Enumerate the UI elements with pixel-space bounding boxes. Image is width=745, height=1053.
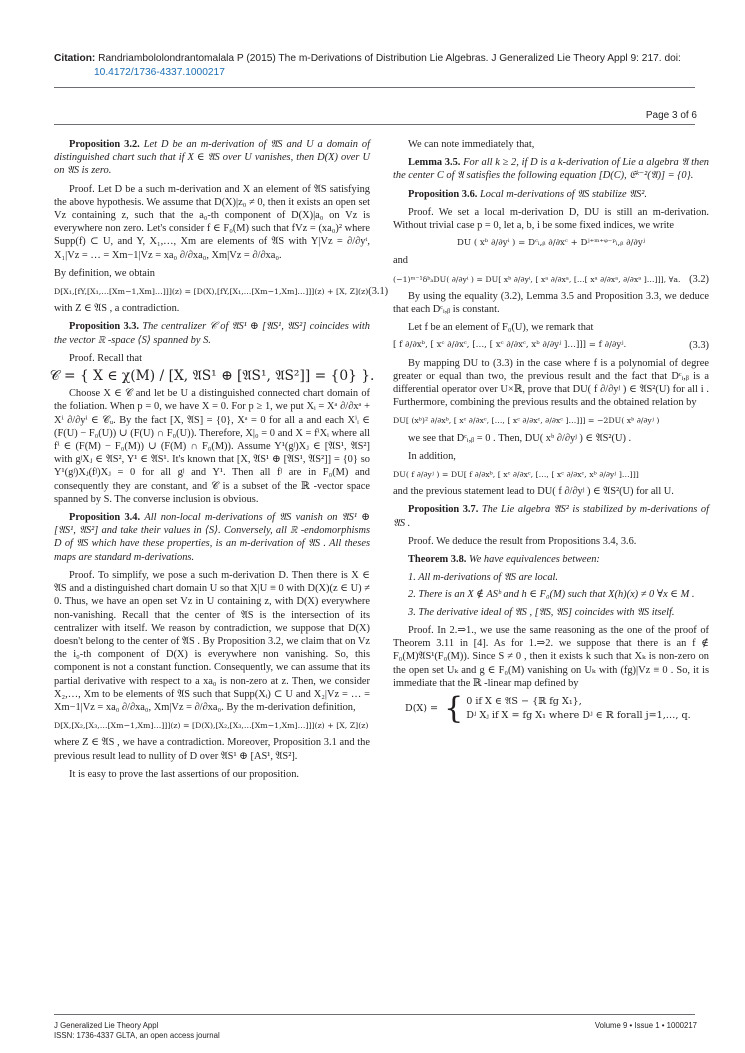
prop-3-6-heading: Proposition 3.6. <box>408 188 478 200</box>
equation-addition <box>393 468 709 481</box>
piecewise-case-1: 0 if X ∈ 𝔄S − {ℝ fg X₁}, <box>466 695 582 707</box>
proposition-3-3 <box>54 320 370 346</box>
citation-label: Citation: <box>54 53 96 64</box>
proposition-3-6 <box>393 188 709 201</box>
proof-3-4-end: It is easy to prove the last assertions of our proposition. <box>69 768 299 780</box>
equation-3-2 <box>393 273 709 286</box>
proof-3-3-body: Choose X ∈ 𝒞 and let be U a distinguished connected chart domain of the foliation. When p = 0, we have X = 0. For p ≥ 1, we put Xᵢ = Xᵃ ∂/∂xᵃ + Xⁱ ∂/∂yⁱ ∈ 𝒞ᵤ. By the fact [X, 𝔄S] = {0}, Xᵃ = 0 for all a and each Xⁱᵢ ∈ (F(U) − F₀(U)) ∪ (F(U) ∩ F₀(U)). Therefore, X|₀ = 0 and X = fⁱXᵢ where all fⁱ ∈ (F(M) − F₀(M)) ∪ (F(M) ∩ F₀(M)). Assume Y¹(gʲ)Xⱼ ∈ [𝔄S¹, 𝔄S²] with gʲXⱼ ∈ 𝔄S², Y¹ ∈ 𝔄S¹. It's known that [X, 𝔄S¹ ⊕ [𝔄S¹, 𝔄S²]] = {0} so Y¹(gʲ)Xⱼ(fʲ)Xⱼ = 0 for all gʲ and Y¹. Then all fʲ are in F₀(M) and consequently they are constant, and 𝒞 is a subset of the ℝ -vector space spanned by S. The converse inclusion is obvious. <box>54 388 370 505</box>
prop-3-6-text: Local m-derivations of 𝔄S stabilize 𝔄S². <box>480 188 647 200</box>
left-column <box>49 138 389 786</box>
equation-3-2-body: (−1)ᵐ⁻¹δᵇₐDU( ∂/∂yⁱ ) = DU[ xᵇ ∂/∂yⁱ, [ xᵃ ∂/∂xᵃ, […[ xᵃ ∂/∂xᵃ, ∂/∂xᵃ ]…]]], ∀a. <box>393 274 681 284</box>
proof-3-8-body: Proof. In 2.⇒1., we use the same reasoning as the one of the proof of Theorem 3.11 in [4]. As for 1.⇒2. we suppose that there is an f ∉ F₀(M)𝔄S¹(F₀(M)). Since S ≠ 0 , then it exists k such that Xₖ is non-zero on the open set Uₖ and g ∈ F₀(M) vanishing on Uₖ with (fg)|Vz ≡ 0 . So, it is immediate that the ℝ -linear map defined by <box>393 624 709 689</box>
proof-3-6-mapping: By mapping DU to (3.3) in the case where f is a polynomial of degree greater or equal than two, the previous result and the fact that Dᶜᵢ,ᵦ is a differential operator over U×ℝ, prove that DU( f ∂/∂yʲ ) ∈ 𝔄S²(U) for all i . Furthermore, combining the previous results and the obtained relation by <box>393 357 709 409</box>
equation-3-2-number: (3.2) <box>689 273 709 285</box>
equation-3-3 <box>393 339 709 352</box>
doi-link[interactable]: 10.4172/1736-4337.1000217 <box>94 67 225 78</box>
proposition-3-4 <box>54 511 370 564</box>
proof-3-6-end: and the previous statement lead to DU( f ∂/∂yʲ ) ∈ 𝔄S²(U) for all U. <box>393 486 674 498</box>
lemma-3-5 <box>393 156 709 182</box>
equation-relation-body: DU[ (xᵇ)² ∂/∂xᵇ, [ xᶜ ∂/∂xᶜ, […, [ xᶜ ∂/∂xᶜ, ∂/∂xᶜ ]…]]] = −2DU( xᵇ ∂/∂yʲ ) <box>393 416 660 426</box>
page-number: Page 3 of 6 <box>645 110 697 121</box>
equation-addition-body: DU( f ∂/∂yʲ ) = DU[ f ∂/∂xᵇ, [ xᶜ ∂/∂xᶜ, […, [ xᶜ ∂/∂xᶜ, xᵇ ∂/∂yʲ ]…]]] <box>393 470 639 480</box>
prop-3-7-text: The Lie algebra 𝔄S² is stabilized by m-derivations of 𝔄S . <box>393 504 709 529</box>
right-intro: We can note immediately that, <box>408 139 535 150</box>
equation-du <box>393 237 709 250</box>
header-rule-2 <box>54 124 695 125</box>
citation-text: Randriambololondrantomalala P (2015) The m-Derivations of Distribution Lie Algebras. J Generalized Lie Theory Appl 9: 217. doi: <box>98 53 681 64</box>
proof-3-4-contradiction: where Z ∈ 𝔄S , we have a contradiction. Moreover, Proposition 3.1 and the previous result lead to nullity of D over 𝔄S¹ ⊕ [AS¹, 𝔄S²]. <box>54 737 370 762</box>
footer-left <box>54 1021 220 1041</box>
equation-3-3-number: (3.3) <box>689 340 709 352</box>
proof-3-6-constant: By using the equality (3.2), Lemma 3.5 and Proposition 3.3, we deduce that each Dᶜᵢ,ᵦ is constant. <box>393 290 709 316</box>
prop-3-7-heading: Proposition 3.7. <box>408 504 479 516</box>
left-brace: { <box>444 690 464 726</box>
piecewise-lhs: D(X) = <box>405 703 439 715</box>
footer-issn: ISSN: 1736-4337 GLTA, an open access journal <box>54 1031 220 1040</box>
footer-volume: Volume 9 • Issue 1 • 1000217 <box>594 1021 697 1030</box>
theorem-3-8 <box>393 553 709 566</box>
prop-3-2-heading: Proposition 3.2. <box>69 139 140 150</box>
equation-relation <box>393 414 709 427</box>
theorem-items <box>393 571 709 619</box>
prop-3-2-text: Let D be an m-derivation of 𝔄S and U a domain of distinguished chart such that if X ∈ 𝔄S over U vanishes, then D(X) over U on 𝔄S is zero. <box>54 139 370 177</box>
addition-word: In addition, <box>408 450 456 462</box>
prop-3-4-heading: Proposition 3.4. <box>69 512 141 524</box>
proof-3-6-intro: Proof. We set a local m-derivation D, DU is still an m-derivation. Without trivial case p = 0, let a, b, i be some fixed indices, we write <box>393 206 709 232</box>
proof-3-2-obtain: By definition, we obtain <box>54 267 156 279</box>
list-item: 3. The derivative ideal of 𝔄S , [𝔄S, 𝔄S] coincides with 𝔄S itself. <box>408 606 675 618</box>
equation-centralizer <box>49 368 375 385</box>
footer-journal: J Generalized Lie Theory Appl <box>54 1021 159 1030</box>
list-item: 2. There is an X ∉ ASᵇ and h ∈ F₀(M) such that X(h)(x) ≠ 0 ∀x ∈ M . <box>408 589 695 601</box>
proposition-3-7 <box>393 503 709 529</box>
piecewise-cases <box>466 695 691 723</box>
footer-rule <box>54 1014 695 1015</box>
piecewise-case-2: Dʲ Xⱼ if X = fg X₁ where Dʲ ∈ ℝ forall j=1,…, q. <box>466 709 691 721</box>
equation-3-1-number: (3.1) <box>368 286 389 298</box>
prop-3-4-text: All non-local m-derivations of 𝔄S vanish on 𝔄S¹ ⊕ [𝔄S¹, 𝔄S²] and take their values in ⟨S⟩. Conversely, all ℝ -endomorphisms D of 𝔄S which have these properties, is an m-derivation of 𝔄S . All theses maps are standard m-derivations. <box>54 512 370 563</box>
piecewise-definition <box>405 690 709 726</box>
prop-3-3-text: The centralizer 𝒞 of 𝔄S¹ ⊕ [𝔄S¹, 𝔄S²] coincides with the vector ℝ -space ⟨S⟩ spanned by S. <box>54 321 370 346</box>
proposition-3-2 <box>54 138 370 178</box>
list-item: 1. All m-derivations of 𝔄S are local. <box>408 572 559 584</box>
equation-m-derivation-body: D[X,[X₂,[X₃,…[Xm−1,Xm]…]]](z) = [D(X),[X₂,[X₃,…[Xm−1,Xm]…]]](z) + [X, Z](z) <box>54 721 369 731</box>
citation-block <box>54 52 694 80</box>
proof-3-6-zero: we see that Dᶜᵢ,ᵦ = 0 . Then, DU( xᵇ ∂/∂yʲ ) ∈ 𝔄S²(U) . <box>408 432 632 444</box>
theorem-3-8-heading: Theorem 3.8. <box>408 554 467 566</box>
equation-m-derivation <box>54 719 370 732</box>
proof-3-6-remark: Let f be an element of F₀(U), we remark that <box>408 322 594 334</box>
prop-3-3-heading: Proposition 3.3. <box>69 321 140 333</box>
proof-3-3-intro: Proof. Recall that <box>69 352 143 364</box>
equation-3-3-body: [ f ∂/∂xᵇ, [ xᶜ ∂/∂xᶜ, […, [ xᶜ ∂/∂xᶜ, xᵇ ∂/∂yʲ ]…]]] = f ∂/∂yʲ. <box>393 340 627 351</box>
lemma-3-5-text: For all k ≥ 2, if D is a k-derivation of Lie a algebra 𝔄 then the center C of 𝔄 satisfies the following equation [D(C), 𝔈ᵏ⁻²(𝔄)] = {0}. <box>393 157 709 182</box>
theorem-3-8-text: We have equivalences between: <box>469 554 600 566</box>
lemma-3-5-heading: Lemma 3.5. <box>408 157 461 169</box>
header-rule <box>54 87 695 88</box>
equation-du-body: DU ( xᵇ ∂/∂yⁱ ) = Dᶜᵢ,ᵦ ∂/∂xᶜ + Dʲ⁺ᵐ⁺ᵠ⁻ᵖᵢ,ᵦ ∂/∂yʲ <box>456 238 646 249</box>
proof-3-2-para: Proof. Let D be a such m-derivation and X an element of 𝔄S satisfying the above hypothesis. We assume that D(X)|z₀ ≠ 0, then it exists an open set Vz containing z, such that the a₀-th component of D(X)|a₀ on Vz is everywhere non zero. Let's consider f ∈ F₀(M) such that fVz = (xa₀)² where Supp(f) ⊂ U, and Y, X₁,…, Xm are elements of 𝔄S with Y|Vz = ∂/∂yᵗ, X₁|Vz = … = Xm−1|Vz = xa₀ ∂/∂xa₀, Xm|Vz = ∂/∂xa₀. <box>54 183 370 261</box>
proof-3-4-body: Proof. To simplify, we pose a such m-derivation D. Then there is X ∈ 𝔄S and a distinguished chart domain U so that X|U ≡ 0 with D(X)(z ∈ U) ≠ 0. Thus, we have an open set Vz in U containing z, with D(X) everywhere non-vanishing. Recall that the center of 𝔄S is the intersection of its centralizer with itself. We reason by contradiction, we suppose that D(X) doesn't belong to the center of 𝔄S . By Proposition 3.2, we claim that on Vz the i₀-th component of D(X) is everywhere non vanishing. So, this component is not a constant function. Consequently, we can assume that its partial derivative with respect to a xa₀ is non-zero at z. Then, we consider X₂,…, Xm to be elements of 𝔄S such that Supp(Xᵢ) ⊂ U and X₂|Vz = … = Xm−1|Vz = xa₀ ∂/∂xa₀, Xm|Vz = ∂/∂xa₀. By the m-derivation definition, <box>54 569 370 713</box>
right-column <box>393 138 709 726</box>
equation-3-1-body: D[X₁,[fY,[X₁,…[Xm−1,Xm]…]]](z) = [D(X),[fY,[X₁,…[Xm−1,Xm]…]]](z) + [X, Z](z) <box>54 287 369 297</box>
and-word: and <box>393 255 409 267</box>
proof-3-7: Proof. We deduce the result from Propositions 3.4, 3.6. <box>408 535 637 547</box>
proof-3-2-end: with Z ∈ 𝔄S , a contradiction. <box>54 303 180 315</box>
equation-3-1 <box>54 285 389 298</box>
equation-centralizer-body: 𝒞 = { X ∈ χ(M) / [X, 𝔄S¹ ⊕ [𝔄S¹, 𝔄S²]] = {0} }. <box>49 368 375 385</box>
